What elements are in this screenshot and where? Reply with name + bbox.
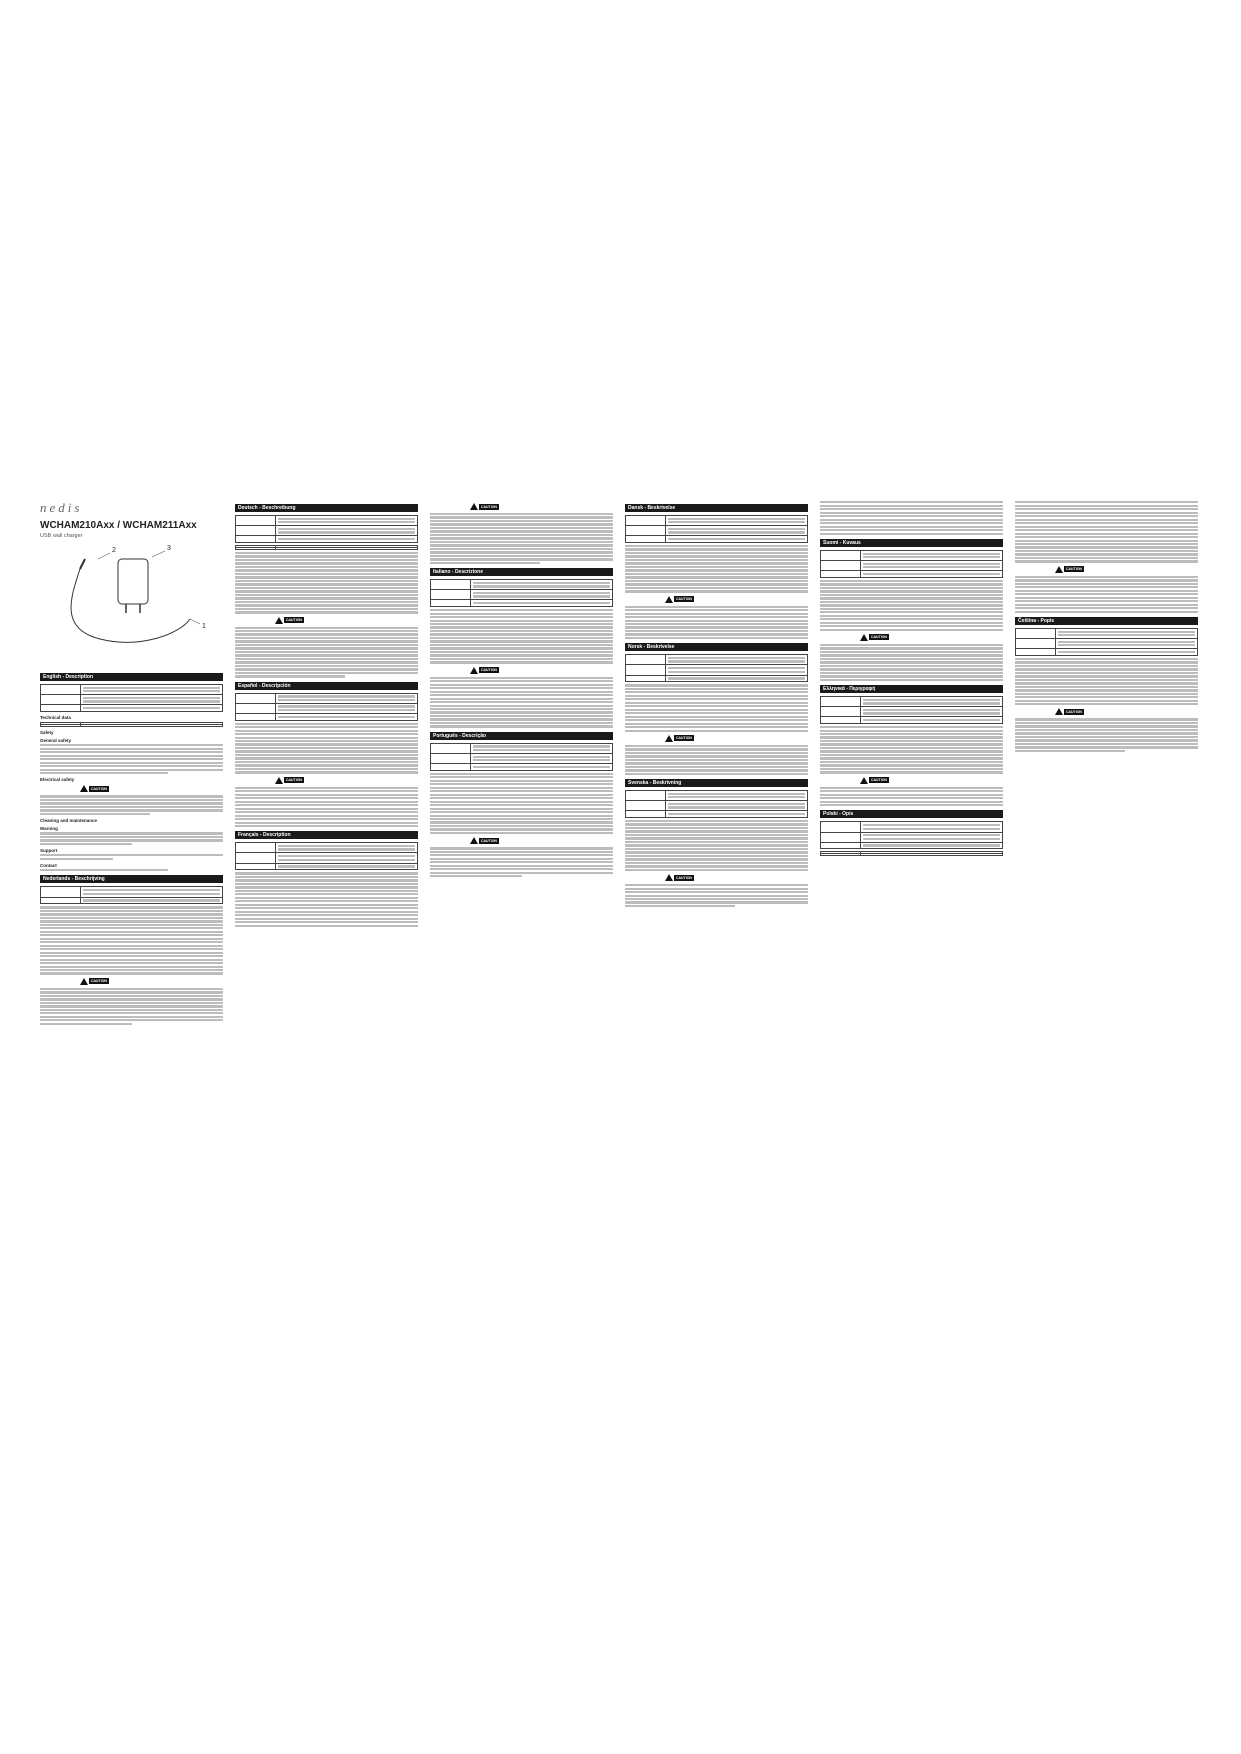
description-table xyxy=(625,515,808,543)
section-header-da: Dansk - Beskrivelse xyxy=(625,504,808,512)
column-6 xyxy=(1015,500,1198,753)
brand-logo: nedis xyxy=(40,500,83,515)
product-subtitle: USB wall charger xyxy=(40,533,83,539)
body-text xyxy=(1015,576,1198,613)
section-header-pt: Português - Descrição xyxy=(430,732,613,740)
manual-sheet xyxy=(40,500,1200,1510)
description-table xyxy=(1015,628,1198,656)
electrical-safety-heading: Electrical safety xyxy=(40,777,75,783)
cleaning-heading: Cleaning and maintenance xyxy=(40,818,98,824)
description-table xyxy=(235,842,418,870)
section-header-de: Deutsch - Beschreibung xyxy=(235,504,418,512)
model-title: WCHAM210Axx / WCHAM211Axx xyxy=(40,520,197,531)
body-text xyxy=(625,606,808,640)
body-text xyxy=(1015,718,1198,752)
body-text xyxy=(235,787,418,828)
general-safety-heading: General safety xyxy=(40,737,72,743)
section-header-en: English - Description xyxy=(40,673,223,681)
description-table xyxy=(820,821,1003,849)
section-header-es: Español - Descripción xyxy=(235,682,418,690)
column-2 xyxy=(235,500,418,928)
caution-icon: CAUTION xyxy=(80,784,114,793)
technical-table xyxy=(235,545,418,550)
caution-icon: CAUTION xyxy=(665,734,699,743)
body-text xyxy=(40,744,223,774)
body-text xyxy=(40,869,223,871)
caution-icon: CAUTION xyxy=(470,666,504,675)
description-table xyxy=(625,790,808,818)
body-text xyxy=(820,501,1003,535)
contact-heading: Contact xyxy=(40,862,57,868)
caution-icon: CAUTION xyxy=(1055,707,1089,716)
support-heading: Support xyxy=(40,848,58,853)
body-text xyxy=(40,795,223,815)
column-3 xyxy=(430,500,613,879)
body-text xyxy=(820,787,1003,807)
section-header-pl: Polski - Opis xyxy=(820,810,1003,818)
caution-icon: CAUTION xyxy=(80,977,114,986)
caution-icon: CAUTION xyxy=(665,873,699,882)
body-text xyxy=(235,552,418,614)
body-text xyxy=(40,906,223,975)
caution-icon: CAUTION xyxy=(275,616,309,625)
body-text xyxy=(235,627,418,678)
section-header-no: Norsk - Beskrivelse xyxy=(625,643,808,651)
description-table xyxy=(40,886,223,904)
figure-label-1: 1 xyxy=(202,623,206,630)
warning-heading: Warning xyxy=(40,826,58,832)
body-text xyxy=(430,847,613,877)
safety-heading: Safety xyxy=(40,729,54,735)
technical-table xyxy=(820,851,1003,856)
caution-icon: CAUTION xyxy=(860,633,894,642)
description-table xyxy=(625,654,808,682)
description-table xyxy=(820,696,1003,724)
body-text xyxy=(820,726,1003,774)
technical-data-heading: Technical data xyxy=(40,714,71,720)
description-table xyxy=(235,515,418,543)
caution-icon: CAUTION xyxy=(470,502,504,511)
caution-icon: CAUTION xyxy=(860,776,894,785)
description-table xyxy=(430,579,613,607)
description-table xyxy=(820,550,1003,578)
body-text xyxy=(625,545,808,593)
column-1 xyxy=(40,500,223,1026)
column-4 xyxy=(625,500,808,908)
body-text xyxy=(40,854,223,860)
product-illustration xyxy=(40,539,223,669)
figure-label-2: 2 xyxy=(112,547,116,554)
body-text xyxy=(1015,501,1198,563)
section-header-sv: Svenska - Beskrivning xyxy=(625,779,808,787)
section-header-fi: Suomi - Kuvaus xyxy=(820,539,1003,547)
body-text xyxy=(430,513,613,564)
description-table xyxy=(430,743,613,771)
section-header-cs: Čeština - Popis xyxy=(1015,617,1198,625)
section-header-it: Italiano - Descrizione xyxy=(430,568,613,576)
charger-drawing xyxy=(40,539,223,659)
caution-icon: CAUTION xyxy=(665,595,699,604)
body-text xyxy=(625,684,808,732)
body-text xyxy=(430,609,613,664)
section-header-el: Ελληνικά - Περιγραφή xyxy=(820,685,1003,693)
body-text xyxy=(235,723,418,774)
description-table xyxy=(235,693,418,721)
body-text xyxy=(40,832,223,845)
body-text xyxy=(40,988,223,1025)
technical-table xyxy=(40,722,223,727)
body-text xyxy=(1015,658,1198,706)
body-text xyxy=(820,644,1003,681)
figure-label-3: 3 xyxy=(167,545,171,552)
body-text xyxy=(625,745,808,775)
caution-icon: CAUTION xyxy=(275,776,309,785)
section-header-nl: Nederlands - Beschrijving xyxy=(40,875,223,883)
body-text xyxy=(235,872,418,927)
body-text xyxy=(820,580,1003,631)
section-header-fr: Français - Description xyxy=(235,831,418,839)
caution-icon: CAUTION xyxy=(470,836,504,845)
column-5 xyxy=(820,500,1003,858)
body-text xyxy=(625,884,808,907)
description-table xyxy=(40,684,223,712)
body-text xyxy=(430,677,613,728)
caution-icon: CAUTION xyxy=(1055,565,1089,574)
body-text xyxy=(430,773,613,835)
body-text xyxy=(625,820,808,871)
